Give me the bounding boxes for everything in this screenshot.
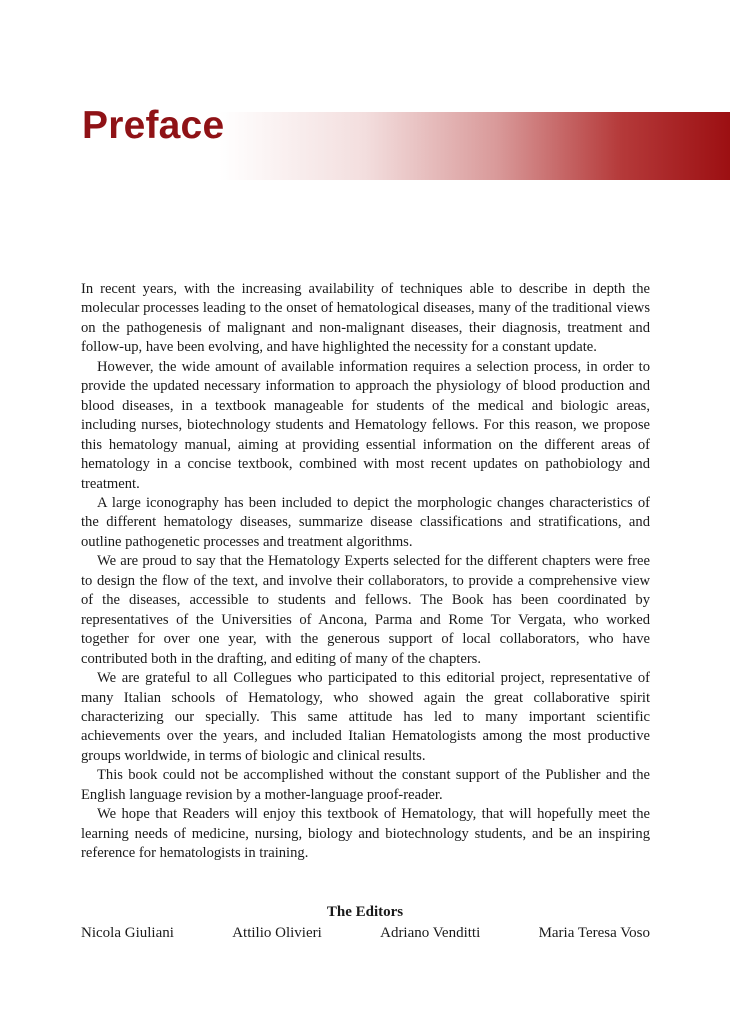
page-title: Preface: [82, 104, 225, 147]
paragraph-7: We hope that Readers will enjoy this textbook of Hematology, that will hopefully meet the learning needs of medicine, nursing, biology and biotechnology students, and be an inspiring reference for hematologists in training.: [81, 806, 650, 862]
editor-name: Attilio Olivieri: [232, 925, 322, 941]
preface-body: [81, 280, 650, 864]
paragraph-2: However, the wide amount of available information requires a selection process, in order to provide the updated necessary information to approach the physiology of blood production and blood diseases, in a textbook manageable for students of the medical and biologic areas, including nurses, biotechnology students and Hematology fellows. For this reason, we propose this hematology manual, aiming at providing essential information on the different areas of hematology in a concise textbook, combined with most recent updates on pathobiology and treatment.: [81, 358, 650, 492]
editor-name: Adriano Venditti: [380, 925, 481, 941]
paragraph-6: This book could not be accomplished without the constant support of the Publisher and the English language revision by a mother-language proof-reader.: [81, 767, 650, 803]
paragraph-3: A large iconography has been included to depict the morphologic changes characteristics of the different hematology diseases, summarize disease classifications and stratifications, and outline pathogenetic processes and treatment algorithms.: [81, 494, 650, 550]
paragraph-4: We are proud to say that the Hematology Experts selected for the different chapters were free to design the flow of the text, and involve their collaborators, to provide a comprehensive view of the diseases, accessible to students and fellows. The Book has been coordinated by representatives of the Universities of Ancona, Parma and Rome Tor Vergata, who worked together for over one year, with the generous support of local collaborators, who have contributed both in the drafting, and editing of many of the chapters.: [81, 553, 650, 667]
editors-list: [81, 925, 650, 942]
editor-name: Nicola Giuliani: [81, 925, 174, 941]
editor-name: Maria Teresa Voso: [538, 925, 650, 941]
paragraph-1: In recent years, with the increasing availability of techniques able to describe in depth the molecular processes leading to the onset of hematological diseases, many of the traditional views on the pathogenesis of malignant and non-malignant diseases, their diagnosis, treatment and follow-up, have been evolving, and have highlighted the necessity for a constant update.: [81, 281, 650, 356]
editors-heading: The Editors: [326, 904, 404, 920]
paragraph-5: We are grateful to all Collegues who participated to this editorial project, representative of many Italian schools of Hematology, who showed again the great collaborative spirit characterizing our specially. This same attitude has led to many important scientific achievements over the years, and included Italian Hematologists among the most productive groups worldwide, in terms of biologic and clinical results.: [81, 670, 650, 764]
